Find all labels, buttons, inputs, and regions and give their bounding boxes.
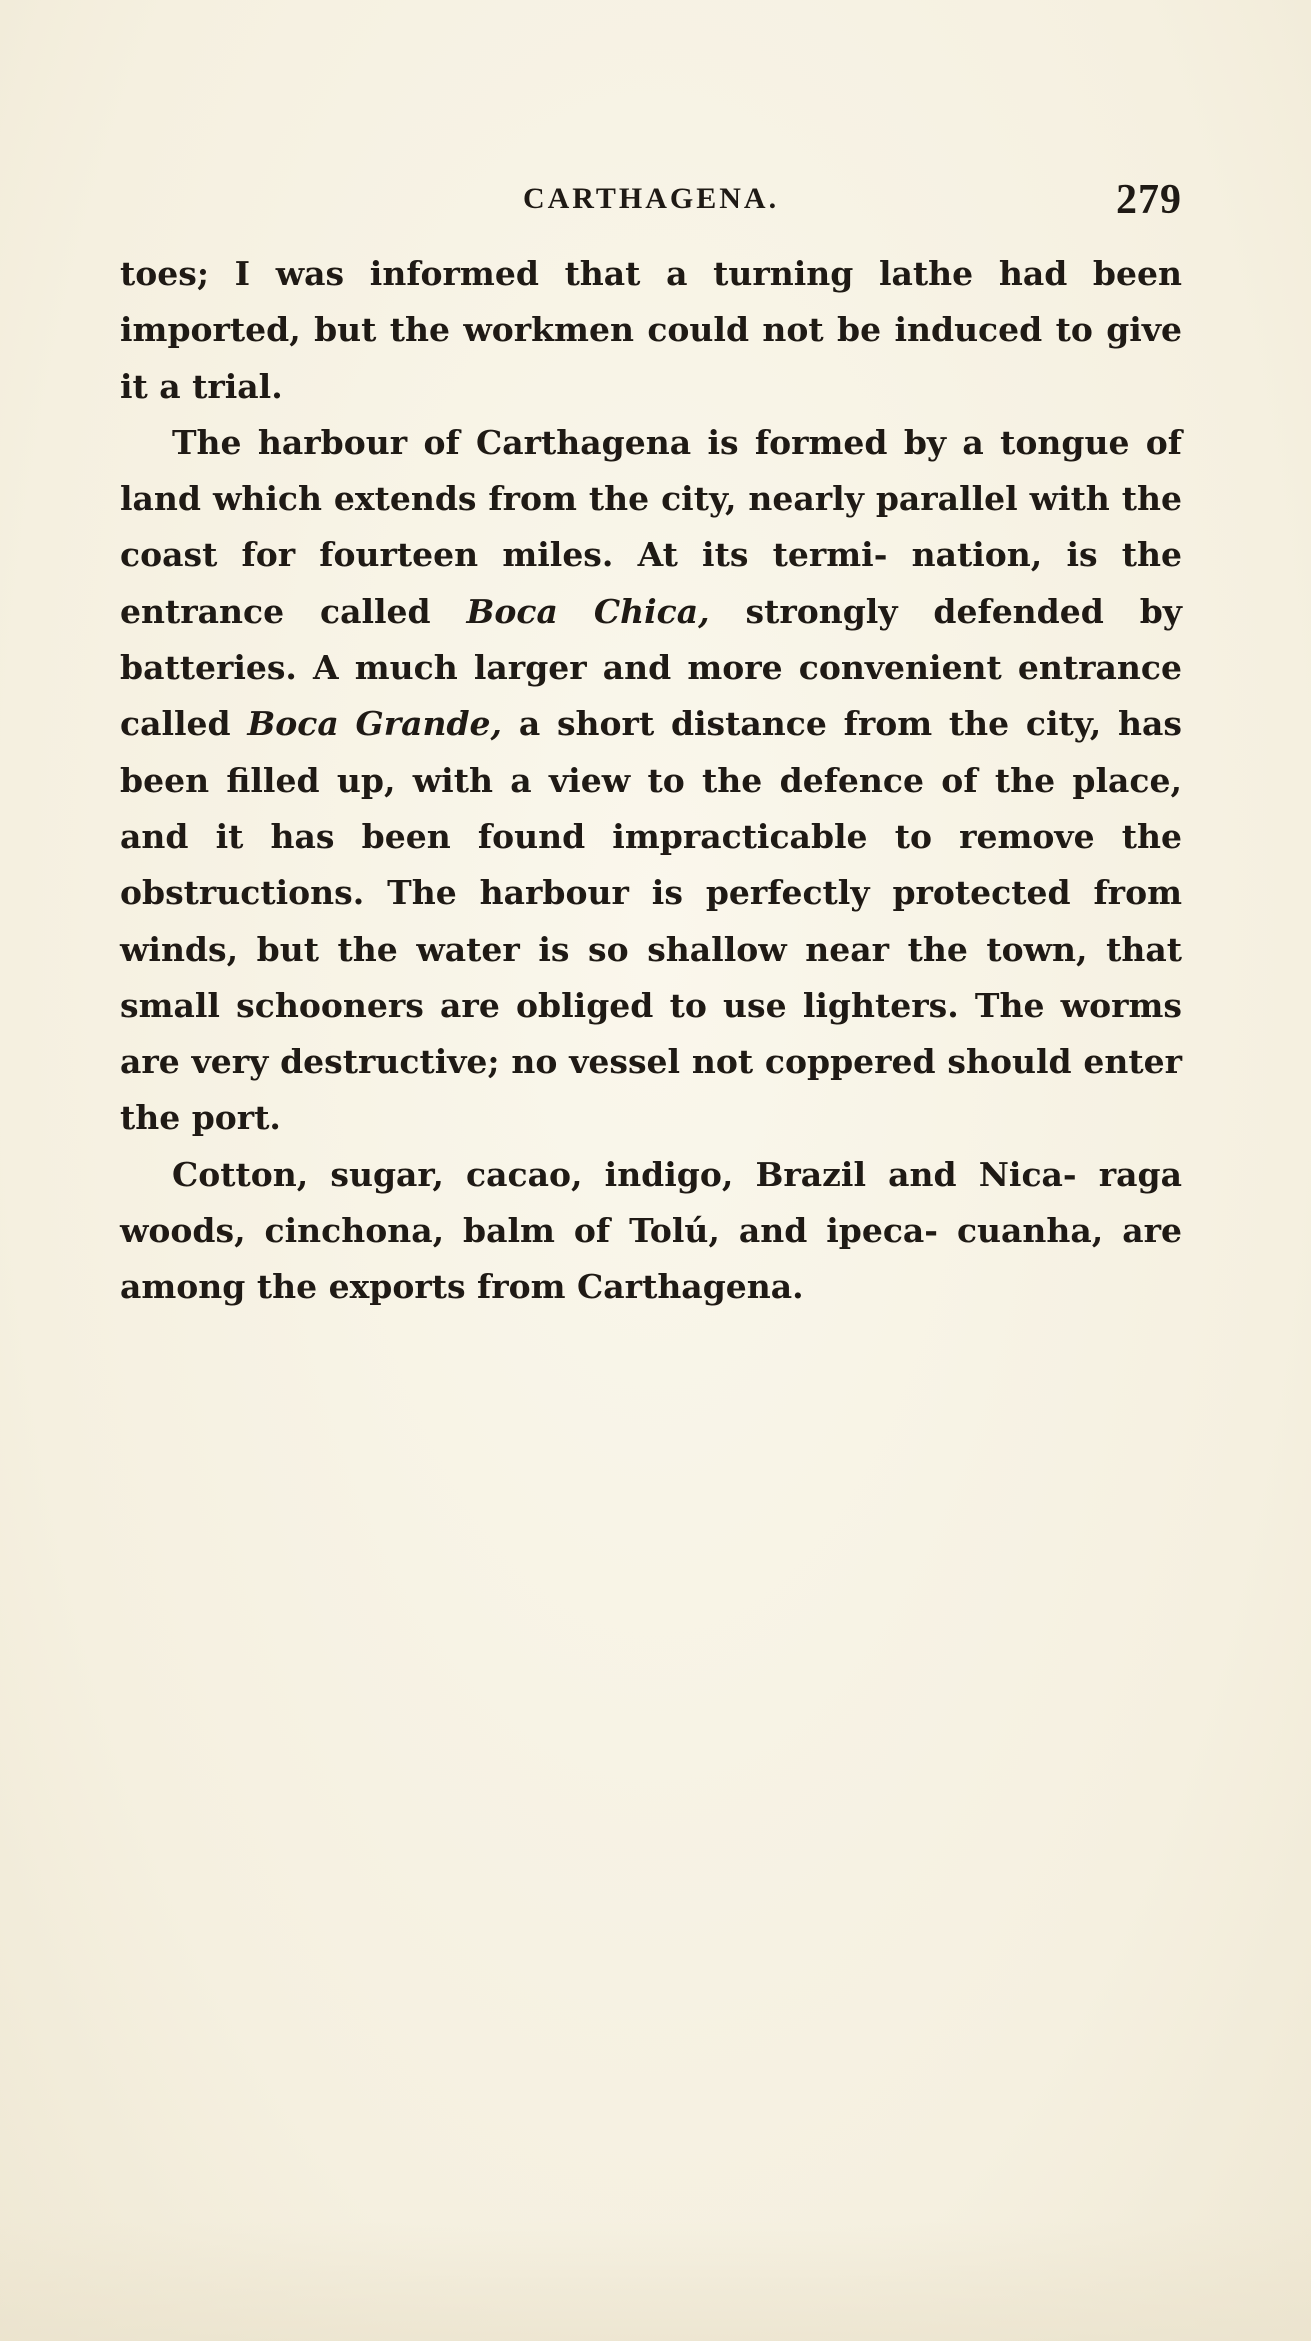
page-edge-shading <box>0 2221 1311 2341</box>
body-text <box>120 246 1182 1316</box>
page-number: 279 <box>1116 177 1182 223</box>
paragraph-lathe: toes; I was informed that a turning lathe had been imported, but the workmen could not be induced to give it a trial. <box>120 254 1182 406</box>
place-name-boca-grande: Boca Grande, <box>247 704 503 744</box>
paragraph-harbour <box>120 415 1182 1147</box>
harbour-text-3: a short distance from the city, has been filled up, with a view to the defence of the place, and it has been found impracticable to remove the obstructions. The harbour is perfectly protected from winds, but the water is so shallow near the town, that small schooners are obliged to use lighters. The worms are very destructive; no vessel not coppered should enter the port. <box>120 704 1182 1138</box>
paragraph-exports: Cotton, sugar, cacao, indigo, Brazil and Nica- raga woods, cinchona, balm of Tolú, and ipeca- cuanha, are among the exports from Carthagena. <box>120 1154 1182 1307</box>
harbour-text-1: The harbour of Carthagena is formed by a tongue of land which extends from the city, nearly parallel with the coast for fourteen miles. At its termi- nation, is the entrance called <box>120 422 1182 631</box>
harbour-text-2: strongly defended by batteries. A much larger and more convenient entrance called <box>120 591 1182 744</box>
place-name-boca-chica: Boca Chica, <box>466 591 710 631</box>
running-head <box>120 176 1182 226</box>
running-title: CARTHAGENA. <box>522 182 780 215</box>
